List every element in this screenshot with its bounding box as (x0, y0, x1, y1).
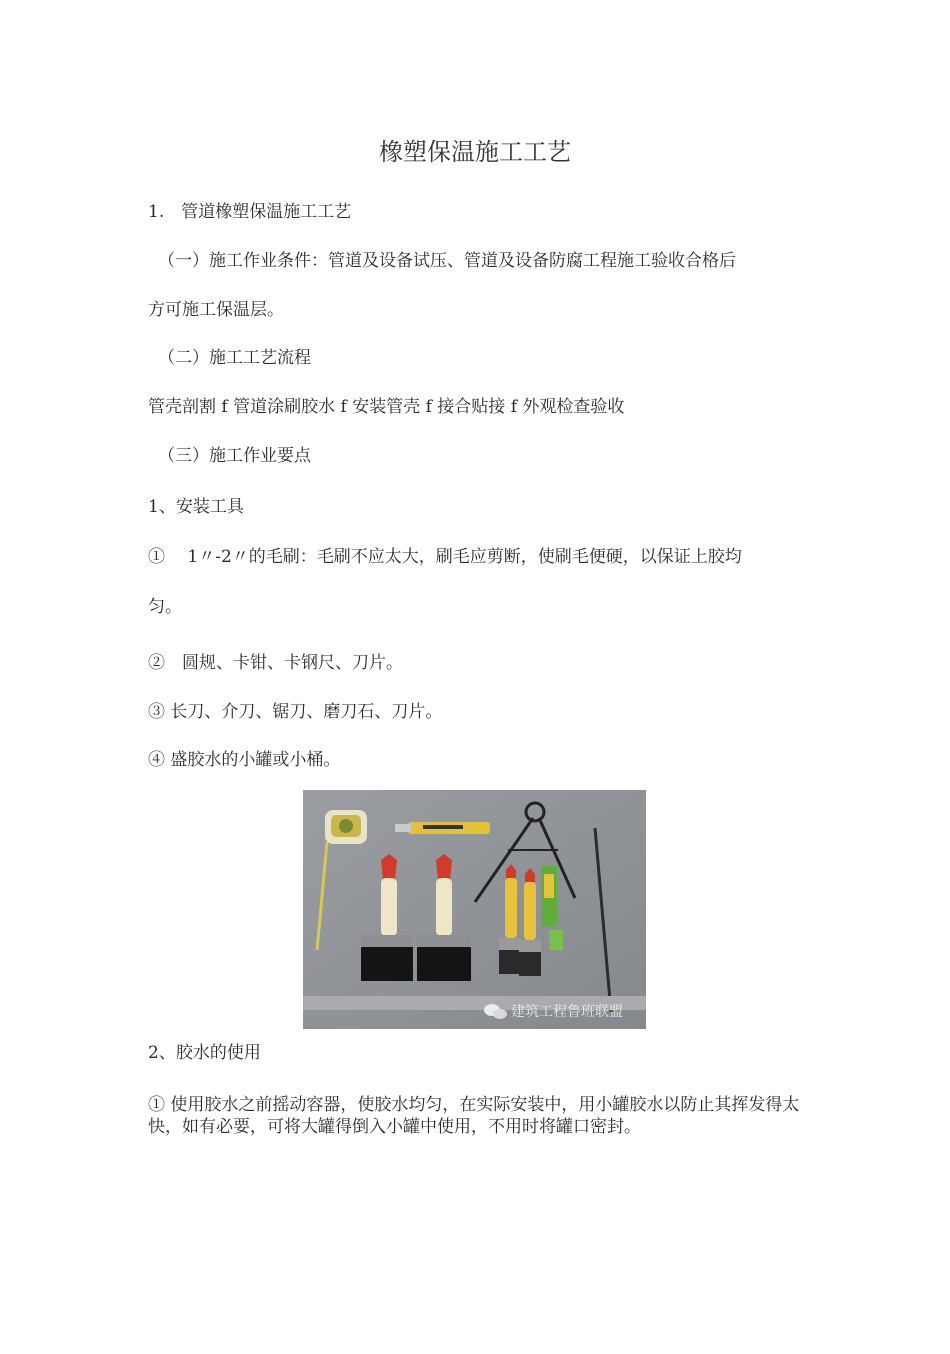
subsection-work-conditions-cont: 方可施工保温层。 (148, 300, 284, 320)
tool-glue-can: ④ 盛胶水的小罐或小桶。 (148, 750, 341, 770)
utility-knife-icon (395, 822, 490, 834)
item-glue-usage: 2、胶水的使用 (148, 1043, 261, 1063)
subsection-work-conditions: （一）施工作业条件：管道及设备试压、管道及设备防腐工程施工验收合格后 (158, 251, 736, 271)
tools-photo (303, 790, 646, 1029)
tool-compass: ② 圆规、卡钳、卡钢尺、刀片。 (148, 653, 403, 673)
tool-brush-cont: 匀。 (148, 597, 182, 617)
tool-brush: ① 1〃-2〃的毛刷：毛刷不应太大，刷毛应剪断，使刷毛便硬，以保证上胶均 (148, 547, 742, 567)
item-install-tools: 1、安装工具 (148, 497, 244, 517)
document-title: 橡塑保温施工工艺 (379, 138, 571, 166)
watermark-text: 建筑工程鲁班联盟 (511, 1004, 623, 1020)
section-heading-pipe-insulation: 1. 管道橡塑保温施工工艺 (148, 202, 352, 222)
glue-usage-instruction: ① 使用胶水之前摇动容器，使胶水均匀，在实际安装中，用小罐胶水以防止其挥发得太快，如有必要，可将大罐得倒入小罐中使用，不用时将罐口密封。 (148, 1095, 800, 1137)
process-flow-steps: 管壳剖割 f 管道涂刷胶水 f 安装管壳 f 接合贴接 f 外观检查验收 (148, 397, 625, 417)
subsection-key-points: （三）施工作业要点 (158, 446, 311, 466)
subsection-process-flow: （二）施工工艺流程 (158, 348, 311, 368)
tool-knives: ③ 长刀、介刀、锯刀、磨刀石、刀片。 (148, 702, 443, 722)
